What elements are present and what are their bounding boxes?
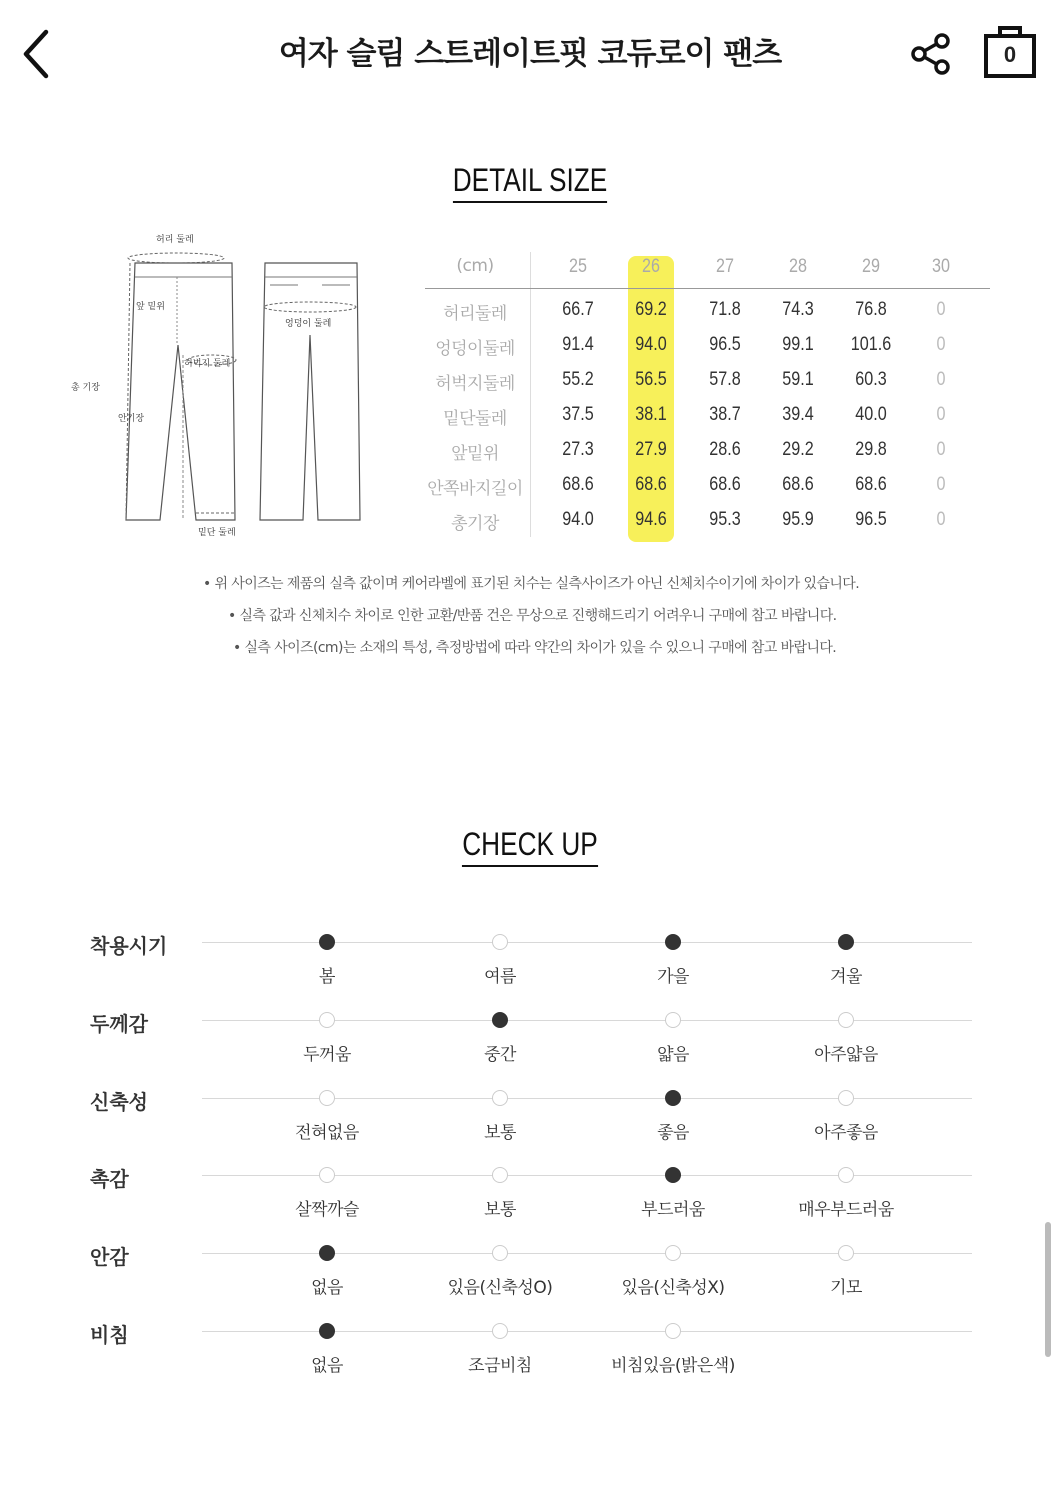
table-cell: 27.3	[562, 439, 594, 460]
back-button[interactable]	[18, 26, 58, 82]
table-row	[425, 468, 990, 503]
size-note: • 위 사이즈는 제품의 실측 값이며 케어라벨에 표기된 치수는 실측사이즈가 아닌 신체치수이기에 차이가 있습니다.	[203, 576, 860, 592]
selected-indicator-dot	[319, 934, 335, 950]
table-cell: 40.0	[855, 404, 887, 425]
table-cell: 27.9	[635, 439, 667, 460]
table-cell: 0	[936, 404, 946, 425]
size-header: 30	[932, 256, 950, 277]
scrollbar[interactable]	[1045, 1222, 1051, 1357]
page-title: 여자 슬림 스트레이트핏 코듀로이 팬츠	[278, 36, 782, 72]
table-row	[425, 328, 990, 363]
table-cell: 57.8	[709, 369, 741, 390]
table-row	[425, 293, 990, 328]
check-row	[0, 1163, 1060, 1233]
table-cell: 99.1	[782, 334, 814, 355]
table-cell: 95.9	[782, 509, 814, 530]
check-option-label: 아주얇음	[814, 1045, 878, 1065]
label-hem: 밑단 둘레	[198, 528, 236, 538]
check-option-label: 없음	[311, 1278, 343, 1298]
check-option-label: 있음(신축성X)	[621, 1278, 725, 1298]
table-cell: 0	[936, 439, 946, 460]
top-bar	[0, 0, 1060, 105]
label-thigh: 허벅지 둘레	[184, 359, 231, 369]
table-cell: 38.1	[635, 404, 667, 425]
unselected-indicator-dot	[492, 1167, 508, 1183]
table-row	[425, 363, 990, 398]
selected-indicator-dot	[665, 1167, 681, 1183]
check-option-label: 얇음	[657, 1045, 689, 1065]
table-cell: 37.5	[562, 404, 594, 425]
check-row-label: 촉감	[90, 1167, 129, 1191]
table-cell: 59.1	[782, 369, 814, 390]
row-label: 밑단둘레	[443, 409, 507, 429]
table-cell: 94.0	[635, 334, 667, 355]
unselected-indicator-dot	[492, 1323, 508, 1339]
check-option-label: 전혀없음	[295, 1123, 359, 1143]
table-cell: 94.0	[562, 509, 594, 530]
table-cell: 55.2	[562, 369, 594, 390]
check-row-label: 두께감	[90, 1012, 148, 1036]
check-row-track	[202, 1020, 972, 1021]
check-row	[0, 1086, 1060, 1156]
unselected-indicator-dot	[838, 1090, 854, 1106]
size-header: 25	[569, 256, 587, 277]
check-option-label: 여름	[484, 967, 516, 987]
unselected-indicator-dot	[838, 1245, 854, 1261]
table-cell: 29.2	[782, 439, 814, 460]
unselected-indicator-dot	[665, 1323, 681, 1339]
unselected-indicator-dot	[665, 1245, 681, 1261]
size-header-row	[425, 248, 990, 289]
row-label: 엉덩이둘레	[435, 339, 515, 359]
selected-indicator-dot	[665, 934, 681, 950]
check-row-track	[202, 1331, 972, 1332]
table-cell: 69.2	[635, 299, 667, 320]
table-cell: 91.4	[562, 334, 594, 355]
check-option-label: 좋음	[657, 1123, 689, 1143]
row-label: 총기장	[451, 514, 499, 534]
unselected-indicator-dot	[319, 1012, 335, 1028]
table-cell: 60.3	[855, 369, 887, 390]
check-row	[0, 1241, 1060, 1311]
unselected-indicator-dot	[492, 1245, 508, 1261]
table-cell: 68.6	[855, 474, 887, 495]
size-header: 26	[642, 256, 660, 277]
check-row-track	[202, 1175, 972, 1176]
check-option-label: 살짝까슬	[295, 1200, 359, 1220]
unselected-indicator-dot	[492, 934, 508, 950]
check-row-track	[202, 942, 972, 943]
check-option-label: 조금비침	[468, 1356, 532, 1376]
table-cell: 39.4	[782, 404, 814, 425]
table-cell: 95.3	[709, 509, 741, 530]
table-cell: 76.8	[855, 299, 887, 320]
row-label: 허벅지둘레	[435, 374, 515, 394]
table-cell: 68.6	[709, 474, 741, 495]
unselected-indicator-dot	[319, 1090, 335, 1106]
table-row	[425, 433, 990, 468]
check-option-label: 중간	[484, 1045, 516, 1065]
table-row	[425, 398, 990, 433]
unit-label: (cm)	[456, 256, 494, 276]
table-cell: 94.6	[635, 509, 667, 530]
check-option-label: 기모	[830, 1278, 862, 1298]
table-cell: 28.6	[709, 439, 741, 460]
selected-indicator-dot	[319, 1245, 335, 1261]
check-option-label: 부드러움	[641, 1200, 705, 1220]
size-header: 28	[789, 256, 807, 277]
table-cell: 74.3	[782, 299, 814, 320]
label-waist: 허리 둘레	[156, 235, 194, 245]
check-option-label: 아주좋음	[814, 1123, 878, 1143]
table-cell: 56.5	[635, 369, 667, 390]
check-option-label: 겨울	[830, 967, 862, 987]
selected-indicator-dot	[492, 1012, 508, 1028]
unselected-indicator-dot	[838, 1012, 854, 1028]
cart-count: 0	[1003, 42, 1017, 67]
table-cell: 96.5	[855, 509, 887, 530]
check-row-track	[202, 1098, 972, 1099]
selected-indicator-dot	[319, 1323, 335, 1339]
row-label: 안쪽바지길이	[427, 479, 523, 499]
table-cell: 71.8	[709, 299, 741, 320]
size-header: 27	[716, 256, 734, 277]
table-cell: 0	[936, 509, 946, 530]
check-up-title	[95, 826, 964, 863]
table-cell: 101.6	[850, 334, 892, 355]
table-cell: 0	[936, 474, 946, 495]
check-row-label: 비침	[90, 1323, 129, 1347]
chevron-left-icon	[18, 26, 58, 82]
table-cell: 96.5	[709, 334, 741, 355]
unselected-indicator-dot	[492, 1090, 508, 1106]
detail-size-title-text: DETAIL SIZE	[453, 162, 608, 203]
check-option-label: 비침있음(밝은색)	[611, 1356, 735, 1376]
check-row-label: 신축성	[90, 1090, 148, 1114]
size-table	[425, 248, 990, 538]
check-option-label: 가을	[657, 967, 689, 987]
check-option-label: 있음(신축성O)	[447, 1278, 553, 1298]
selected-indicator-dot	[665, 1090, 681, 1106]
check-up-title-text: CHECK UP	[462, 826, 598, 867]
table-cell: 68.6	[782, 474, 814, 495]
table-cell: 0	[936, 299, 946, 320]
check-row-track	[202, 1253, 972, 1254]
label-hip: 엉덩이 둘레	[285, 319, 332, 329]
table-cell: 66.7	[562, 299, 594, 320]
share-icon	[906, 30, 956, 80]
table-cell: 0	[936, 369, 946, 390]
unselected-indicator-dot	[319, 1167, 335, 1183]
cart-button[interactable]	[982, 22, 1038, 80]
check-option-label: 보통	[484, 1200, 516, 1220]
unselected-indicator-dot	[665, 1012, 681, 1028]
selected-indicator-dot	[838, 934, 854, 950]
pants-measurement-diagram	[60, 225, 380, 555]
share-button[interactable]	[906, 30, 956, 80]
check-row	[0, 930, 1060, 1000]
table-cell: 68.6	[562, 474, 594, 495]
label-front-rise: 앞 밑위	[136, 302, 165, 312]
check-option-label: 매우부드러움	[798, 1200, 894, 1220]
unselected-indicator-dot	[838, 1167, 854, 1183]
size-header: 29	[862, 256, 880, 277]
label-inseam: 안기장	[118, 414, 145, 424]
size-note: • 실측 값과 신체치수 차이로 인한 교환/반품 건은 무상으로 진행해드리기 어려우니 구매에 참고 바랍니다.	[228, 608, 837, 624]
label-total-length: 총 기장	[71, 383, 100, 393]
check-option-label: 보통	[484, 1123, 516, 1143]
table-row	[425, 503, 990, 538]
table-cell: 68.6	[635, 474, 667, 495]
row-label: 허리둘레	[443, 304, 507, 324]
table-cell: 38.7	[709, 404, 741, 425]
table-cell: 29.8	[855, 439, 887, 460]
size-note: • 실측 사이즈(cm)는 소재의 특성, 측정방법에 따라 약간의 차이가 있을 수 있으니 구매에 참고 바랍니다.	[233, 640, 837, 656]
check-option-label: 없음	[311, 1356, 343, 1376]
row-label: 앞밑위	[451, 444, 499, 464]
check-row	[0, 1319, 1060, 1389]
check-row	[0, 1008, 1060, 1078]
check-row-label: 안감	[90, 1245, 129, 1269]
table-cell: 0	[936, 334, 946, 355]
check-option-label: 봄	[319, 967, 335, 987]
check-option-label: 두꺼움	[303, 1045, 351, 1065]
check-row-label: 착용시기	[90, 934, 168, 958]
detail-size-title	[95, 162, 964, 199]
